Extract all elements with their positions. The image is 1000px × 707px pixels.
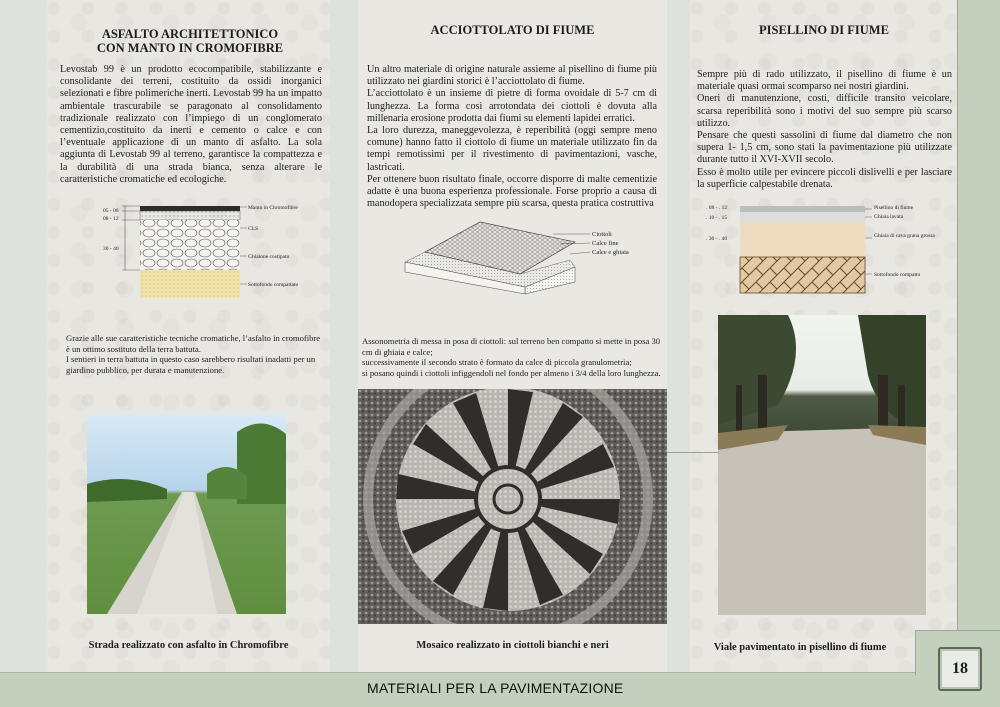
diagram-pisellino-section: [700, 198, 940, 298]
depth-label-1: 05 - 06: [103, 208, 119, 214]
layer-label-2: CLS: [248, 226, 259, 232]
heading-acciottolato: ACCIOTTOLATO DI FIUME: [430, 23, 595, 37]
heading-pisellino: PISELLINO DI FIUME: [759, 23, 889, 37]
body-acciottolato: Un altro materiale di origine naturale assieme al pisellino di fiume più utilizzato nei giardini storici è l’acciottolato di fiume. L’acciottolato è un insieme di pietre di forma ovoidale di 5-7 cm di lunghezza. La forma così arrotondata dei ciottoli è dovuta alla millenaria erosione prodotta dai fiumi su elementi lapidei erratici. La loro durezza, maneggevolezza, è reperibilità (oggi sempre meno comune) hanno fatto il ciottolo di fiume un materiale utilizzato fin da tempi remotissimi per il rivestimento di pavimentazioni, vasche, lastricati. Per ottenere buon risultato finale, occorre disporre di malte cementizie adatte è una buona esperienza professionale. Forse proprio a causa di manodopera specializzata sempre più scarsa, questa pratica costruttiva: [367, 64, 657, 210]
p-layer-label-2: Ghiaia lavata: [874, 214, 904, 220]
depth-label-3: 30 - 40: [103, 246, 119, 252]
photo-viale: [718, 315, 926, 615]
photo-asfalto-path: [87, 414, 286, 614]
note-acciottolato: Assonometria di messa in posa di ciottoli: sul terreno ben compatto si mette in posa 30 cm di ghiaia e calce; successivamente il secondo strato è formato da calce di piccola granulometria; si posano quindi i ciottoli infiggendoli nel fondo per almeno i 3/4 della loro lunghezza.: [362, 336, 661, 378]
photo-mosaico-pattern: [358, 389, 667, 624]
depth-label-2: 08 - 12: [103, 216, 119, 222]
photo-viale-scene: [718, 315, 926, 615]
photo-mosaico: [358, 389, 667, 624]
axo-label-3: Calce e ghiaia: [592, 249, 629, 256]
body-asfalto: Levostab 99 è un prodotto ecocompatibile, stabilizzante e consolidante dei terreni, costituito da ossidi inorganici selezionati e fibre polimeriche inerti. Levostab 99 ha un impatto ambientale trascurabile se paragonato al consolidamento tradizionale realizzato con l’impiego di un conglomerato cementizio,costituito da inerti e cemento o calce e con l’eventuale applicazione di un manto di asfalto. La sola aggiunta di Levostab 99 al terreno, garantisce la compattezza e la durabilità di una strada bianca, senza alterare le caratteristiche cromatiche ed ecologiche.: [60, 64, 322, 185]
p-layer-label-3: Ghiaia di cava grana grossa: [874, 233, 935, 239]
axo-label-1: Ciottoli: [592, 231, 612, 238]
note-asfalto: Grazie alle sue caratteristiche tecniche cromatiche, l’asfalto in cromofibre è un ottimo sostituto della terra battuta. I sentieri in terra battuta in questo caso sarebbero risultati inadatti per un giardino pubblico, per durata e manutenzione.: [66, 333, 321, 375]
heading-asfalto: ASFALTO ARCHITETTONICO CON MANTO IN CROMOFIBRE: [96, 27, 284, 55]
layer-label-4: Sottofondo compattato: [248, 282, 299, 288]
axo-label-2: Calce fine: [592, 240, 619, 247]
connector-line: [667, 452, 719, 453]
caption-asfalto: Strada realizzato con asfalto in Chromofibre: [88, 640, 289, 651]
body-pisellino: Sempre più di rado utilizzato, il pisellino di fiume è un materiale quasi ormai scomparso nei nostri giardini. Oneri di manutenzione, costi, difficile transito veicolare, scarsa reperibilità sono i motivi del suo sempre più scarso utilizzo. Pensare che questi sassolini di fiume dal diametro che non supera 1- 1,5 cm, sono stati la pavimentazione più utilizzate durante tutto il XVI-XVII secolo. Esso è molto utile per evincere piccoli dislivelli e per lasciare la superficie calpestabile drenata.: [697, 69, 952, 190]
layer-label-1: Manto in Chromofibre: [248, 205, 298, 211]
diagram-acciottolato-axonometry: [385, 212, 655, 297]
page-number: 18: [938, 647, 982, 691]
side-divider: [957, 0, 958, 672]
footer-title: MATERIALI PER LA PAVIMENTAZIONE: [367, 680, 624, 696]
layer-label-3: Ghiaione costipato: [248, 254, 290, 260]
side-strip: [958, 0, 1000, 672]
p-layer-label-1: Pisellino di fiume: [874, 205, 914, 211]
p-depth-label-1: . 08 - . 12: [706, 205, 728, 211]
p-depth-label-2: . 10 - . 15: [706, 215, 728, 221]
p-layer-label-4: Sottofondo compatto: [874, 272, 921, 278]
caption-viale: Viale pavimentato in pisellino di fiume: [713, 642, 887, 653]
photo-asfalto-scene: [87, 414, 286, 614]
caption-mosaico: Mosaico realizzato in ciottoli bianchi e neri: [416, 640, 609, 651]
diagram-asfalto-section: [100, 198, 315, 303]
p-depth-label-3: . 30 - . 40: [706, 236, 728, 242]
